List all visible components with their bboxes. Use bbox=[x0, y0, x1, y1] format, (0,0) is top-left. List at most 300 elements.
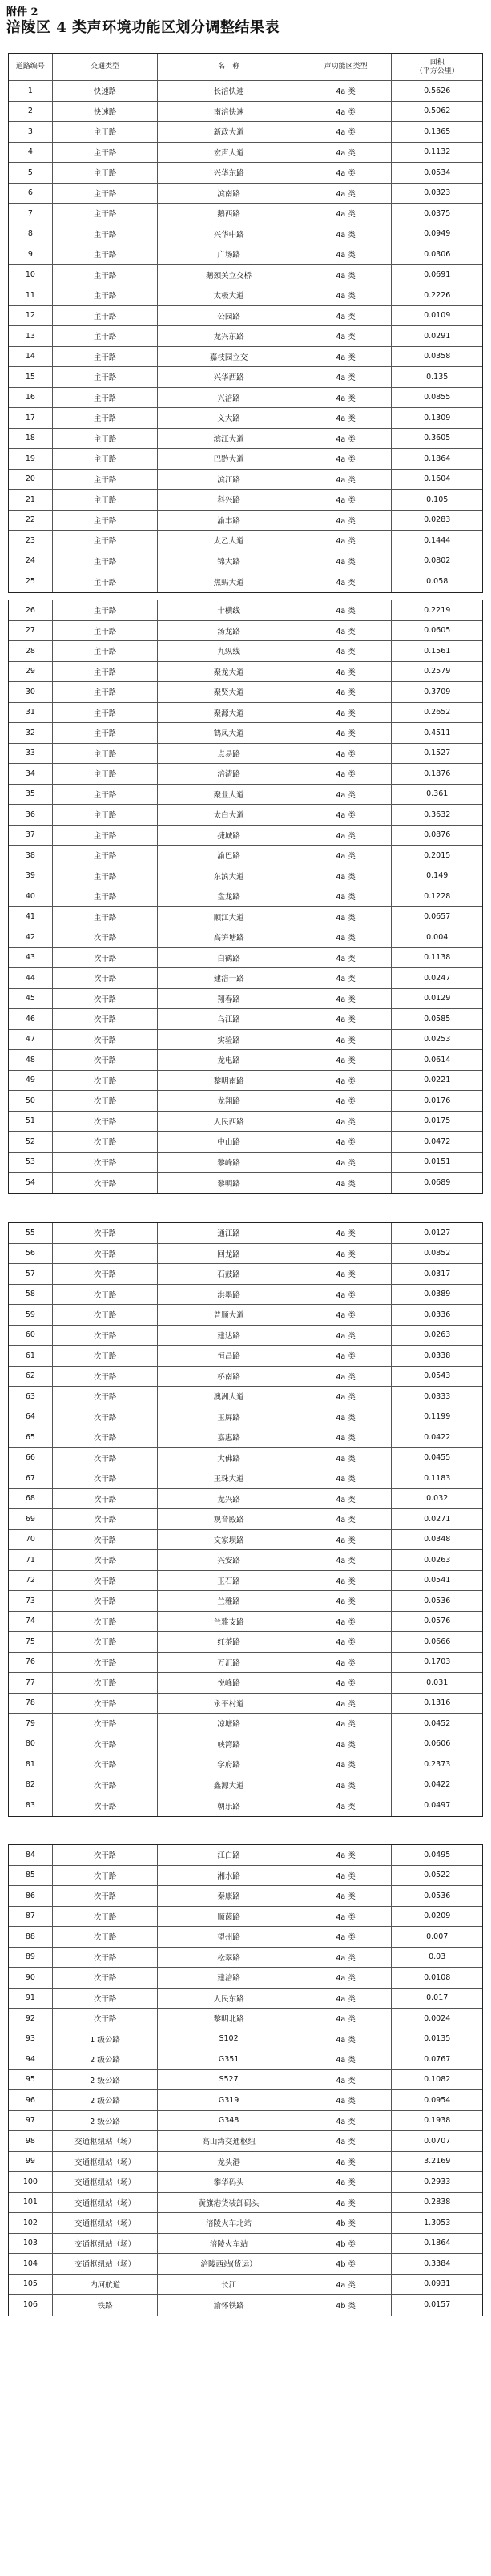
cell-zone-type: 4b 类 bbox=[300, 2295, 392, 2316]
cell-name: G348 bbox=[158, 2111, 300, 2131]
cell-name: G319 bbox=[158, 2090, 300, 2110]
cell-name: 渝巴路 bbox=[158, 846, 300, 866]
cell-road-type: 2 级公路 bbox=[53, 2090, 159, 2110]
cell-road-no: 75 bbox=[9, 1632, 53, 1652]
page-title: 涪陵区 4 类声环境功能区划分调整结果表 bbox=[6, 19, 280, 36]
cell-road-no: 11 bbox=[9, 285, 53, 305]
table-row bbox=[9, 1264, 482, 1285]
cell-zone-type: 4a 类 bbox=[300, 805, 392, 825]
cell-area: 0.0358 bbox=[424, 352, 451, 361]
cell-zone-type: 4a 类 bbox=[300, 2193, 392, 2213]
table-row bbox=[9, 1244, 482, 1265]
table-row bbox=[9, 102, 482, 123]
cell-area: 0.1138 bbox=[424, 953, 451, 963]
cell-name: 大佛路 bbox=[158, 1448, 300, 1468]
table-row bbox=[9, 968, 482, 989]
cell-name: 永平村道 bbox=[158, 1694, 300, 1714]
cell-road-no: 33 bbox=[9, 744, 53, 764]
cell-area: 0.2838 bbox=[424, 2198, 451, 2207]
cell-road-no: 87 bbox=[9, 1907, 53, 1927]
cell-name: 滨江路 bbox=[158, 470, 300, 490]
cell-road-no: 50 bbox=[9, 1091, 53, 1111]
cell-name: 巴黔大道 bbox=[158, 449, 300, 469]
cell-road-no: 10 bbox=[9, 265, 53, 285]
cell-road-no: 17 bbox=[9, 408, 53, 428]
cell-zone-type: 4a 类 bbox=[300, 1968, 392, 1988]
cell-road-no: 92 bbox=[9, 2009, 53, 2029]
cell-road-no: 68 bbox=[9, 1489, 53, 1509]
cell-road-type: 主干路 bbox=[53, 285, 159, 305]
cell-name: 回龙路 bbox=[158, 1244, 300, 1264]
cell-zone-type: 4a 类 bbox=[300, 122, 392, 142]
cell-road-no: 65 bbox=[9, 1427, 53, 1447]
cell-zone-type: 4a 类 bbox=[300, 551, 392, 571]
table-row bbox=[9, 1407, 482, 1428]
table-row bbox=[9, 1326, 482, 1347]
cell-name: 鑫源大道 bbox=[158, 1775, 300, 1795]
cell-name: 黄旗港货装卸码头 bbox=[158, 2193, 300, 2213]
cell-area: 0.1309 bbox=[424, 413, 451, 422]
cell-road-type: 次干路 bbox=[53, 1285, 159, 1305]
table-row bbox=[9, 682, 482, 703]
cell-area: 0.0263 bbox=[424, 1330, 451, 1340]
cell-zone-type: 4a 类 bbox=[300, 470, 392, 490]
cell-area: 0.2652 bbox=[424, 708, 451, 717]
table-row bbox=[9, 143, 482, 164]
cell-road-no: 101 bbox=[9, 2193, 53, 2213]
cell-zone-type: 4a 类 bbox=[300, 846, 392, 866]
appendix-label: 附件 2 bbox=[6, 6, 38, 18]
table-row bbox=[9, 1886, 482, 1907]
cell-area: 0.0108 bbox=[424, 1972, 451, 1982]
cell-name: 太极大道 bbox=[158, 285, 300, 305]
cell-area: 0.0855 bbox=[424, 393, 451, 402]
table-row bbox=[9, 2193, 482, 2214]
table-block-3 bbox=[8, 1222, 483, 1817]
cell-zone-type: 4a 类 bbox=[300, 2131, 392, 2151]
table-row bbox=[9, 2275, 482, 2295]
table-row bbox=[9, 571, 482, 592]
cell-area: 0.1444 bbox=[424, 535, 451, 545]
cell-name: 高山湾交通枢纽 bbox=[158, 2131, 300, 2151]
cell-zone-type: 4a 类 bbox=[300, 449, 392, 469]
cell-zone-type: 4a 类 bbox=[300, 1591, 392, 1611]
table-row bbox=[9, 846, 482, 866]
cell-name: 朝乐路 bbox=[158, 1795, 300, 1816]
table-row bbox=[9, 1346, 482, 1367]
cell-zone-type: 4a 类 bbox=[300, 1153, 392, 1173]
cell-zone-type: 4a 类 bbox=[300, 621, 392, 641]
cell-name: 峡湾路 bbox=[158, 1734, 300, 1754]
cell-name: 盘龙路 bbox=[158, 886, 300, 906]
cell-area: 0.1876 bbox=[424, 769, 451, 778]
cell-zone-type: 4a 类 bbox=[300, 1927, 392, 1947]
cell-road-no: 5 bbox=[9, 163, 53, 183]
cell-road-type: 主干路 bbox=[53, 511, 159, 531]
cell-road-no: 71 bbox=[9, 1550, 53, 1570]
cell-zone-type: 4a 类 bbox=[300, 1489, 392, 1509]
cell-zone-type: 4a 类 bbox=[300, 347, 392, 367]
cell-name: 捷城路 bbox=[158, 826, 300, 846]
cell-area: 0.0767 bbox=[424, 2054, 451, 2064]
table-row bbox=[9, 1632, 482, 1653]
cell-zone-type: 4a 类 bbox=[300, 2111, 392, 2131]
table-row bbox=[9, 1694, 482, 1714]
cell-area: 0.0876 bbox=[424, 830, 451, 840]
cell-area: 0.0338 bbox=[424, 1351, 451, 1360]
cell-zone-type: 4a 类 bbox=[300, 531, 392, 551]
table-row bbox=[9, 989, 482, 1010]
cell-road-no: 89 bbox=[9, 1948, 53, 1968]
cell-name: 聚贤大道 bbox=[158, 682, 300, 702]
cell-name: 长涪快速 bbox=[158, 81, 300, 101]
table-row bbox=[9, 866, 482, 887]
table-row bbox=[9, 764, 482, 785]
cell-name: 石鼓路 bbox=[158, 1264, 300, 1284]
cell-road-no: 95 bbox=[9, 2070, 53, 2090]
cell-area: 3.2169 bbox=[424, 2157, 451, 2166]
cell-zone-type: 4a 类 bbox=[300, 1694, 392, 1714]
table-row bbox=[9, 531, 482, 551]
cell-road-type: 次干路 bbox=[53, 1009, 159, 1029]
cell-zone-type: 4a 类 bbox=[300, 1407, 392, 1427]
cell-area: 0.1604 bbox=[424, 474, 451, 484]
cell-zone-type: 4a 类 bbox=[300, 1285, 392, 1305]
cell-road-no: 59 bbox=[9, 1305, 53, 1325]
cell-road-type: 主干路 bbox=[53, 641, 159, 661]
cell-road-type: 主干路 bbox=[53, 224, 159, 244]
cell-area: 0.0283 bbox=[424, 515, 451, 525]
cell-road-type: 主干路 bbox=[53, 265, 159, 285]
table-row bbox=[9, 1795, 482, 1816]
cell-road-no: 73 bbox=[9, 1591, 53, 1611]
cell-road-type: 次干路 bbox=[53, 1050, 159, 1070]
cell-zone-type: 4a 类 bbox=[300, 826, 392, 846]
table-row bbox=[9, 1989, 482, 2009]
cell-road-no: 99 bbox=[9, 2152, 53, 2172]
cell-road-no: 6 bbox=[9, 184, 53, 204]
cell-zone-type: 4a 类 bbox=[300, 1612, 392, 1632]
cell-zone-type: 4a 类 bbox=[300, 2009, 392, 2029]
cell-area: 0.0263 bbox=[424, 1555, 451, 1565]
cell-zone-type: 4b 类 bbox=[300, 2254, 392, 2274]
cell-zone-type: 4a 类 bbox=[300, 744, 392, 764]
cell-area: 0.0129 bbox=[424, 994, 451, 1003]
table-block-4 bbox=[8, 1844, 483, 2316]
cell-road-no: 83 bbox=[9, 1795, 53, 1816]
cell-area: 0.058 bbox=[426, 577, 449, 587]
cell-road-no: 46 bbox=[9, 1009, 53, 1029]
cell-zone-type: 4a 类 bbox=[300, 1346, 392, 1366]
cell-road-type: 次干路 bbox=[53, 1173, 159, 1193]
cell-road-type: 次干路 bbox=[53, 1775, 159, 1795]
cell-road-no: 52 bbox=[9, 1132, 53, 1152]
table-row bbox=[9, 1387, 482, 1407]
cell-area: 0.0666 bbox=[424, 1637, 451, 1646]
cell-road-type: 主干路 bbox=[53, 470, 159, 490]
cell-name: 太白大道 bbox=[158, 805, 300, 825]
cell-area: 0.361 bbox=[426, 789, 449, 799]
header-area-line2: （平方公里） bbox=[415, 67, 459, 75]
cell-road-type: 内河航道 bbox=[53, 2275, 159, 2295]
cell-area: 0.0585 bbox=[424, 1014, 451, 1024]
cell-road-no: 100 bbox=[9, 2172, 53, 2192]
table-row bbox=[9, 122, 482, 143]
cell-name: 涪陵西站(货运） bbox=[158, 2254, 300, 2274]
header-name: 名 称 bbox=[158, 54, 300, 80]
table-row bbox=[9, 1173, 482, 1193]
cell-road-type: 次干路 bbox=[53, 1550, 159, 1570]
cell-road-type: 主干路 bbox=[53, 184, 159, 204]
cell-name: 秦康路 bbox=[158, 1886, 300, 1906]
cell-area: 0.149 bbox=[426, 871, 449, 881]
cell-name: 玉石路 bbox=[158, 1571, 300, 1591]
table-row bbox=[9, 1132, 482, 1153]
table-row bbox=[9, 1948, 482, 1968]
cell-road-no: 56 bbox=[9, 1244, 53, 1264]
table-row bbox=[9, 1153, 482, 1173]
table-row bbox=[9, 408, 482, 429]
table-row bbox=[9, 1734, 482, 1755]
cell-road-no: 43 bbox=[9, 948, 53, 968]
cell-road-no: 29 bbox=[9, 662, 53, 682]
cell-road-no: 61 bbox=[9, 1346, 53, 1366]
cell-road-no: 25 bbox=[9, 571, 53, 592]
cell-road-type: 次干路 bbox=[53, 1866, 159, 1886]
table-row bbox=[9, 641, 482, 662]
cell-road-type: 铁路 bbox=[53, 2295, 159, 2316]
cell-name: 兰雅支路 bbox=[158, 1612, 300, 1632]
cell-area: 0.0157 bbox=[424, 2300, 451, 2310]
cell-zone-type: 4a 类 bbox=[300, 1775, 392, 1795]
cell-road-type: 主干路 bbox=[53, 326, 159, 346]
cell-road-no: 30 bbox=[9, 682, 53, 702]
cell-zone-type: 4a 类 bbox=[300, 2275, 392, 2295]
cell-road-no: 58 bbox=[9, 1285, 53, 1305]
cell-name: 攀华码头 bbox=[158, 2172, 300, 2192]
cell-name: 义大路 bbox=[158, 408, 300, 428]
cell-road-no: 41 bbox=[9, 907, 53, 927]
cell-road-no: 98 bbox=[9, 2131, 53, 2151]
cell-road-type: 快速路 bbox=[53, 102, 159, 122]
table-row bbox=[9, 306, 482, 327]
cell-zone-type: 4a 类 bbox=[300, 81, 392, 101]
cell-zone-type: 4a 类 bbox=[300, 1326, 392, 1346]
cell-road-type: 次干路 bbox=[53, 1448, 159, 1468]
cell-road-type: 主干路 bbox=[53, 388, 159, 408]
cell-name: 实验路 bbox=[158, 1030, 300, 1050]
cell-road-no: 42 bbox=[9, 927, 53, 947]
header-area bbox=[392, 54, 482, 80]
cell-area: 0.0375 bbox=[424, 208, 451, 218]
cell-road-type: 次干路 bbox=[53, 1653, 159, 1673]
cell-road-type: 主干路 bbox=[53, 571, 159, 592]
cell-area: 0.105 bbox=[426, 495, 449, 504]
cell-road-no: 70 bbox=[9, 1530, 53, 1550]
table-row bbox=[9, 265, 482, 286]
cell-road-type: 次干路 bbox=[53, 1244, 159, 1264]
cell-road-type: 主干路 bbox=[53, 805, 159, 825]
cell-road-no: 9 bbox=[9, 244, 53, 264]
cell-name: 广场路 bbox=[158, 244, 300, 264]
cell-zone-type: 4a 类 bbox=[300, 244, 392, 264]
cell-road-type: 次干路 bbox=[53, 927, 159, 947]
cell-road-no: 22 bbox=[9, 511, 53, 531]
cell-area: 0.2579 bbox=[424, 667, 451, 676]
cell-zone-type: 4a 类 bbox=[300, 1866, 392, 1886]
cell-name: 兴华西路 bbox=[158, 367, 300, 387]
table-row bbox=[9, 2254, 482, 2275]
table-row bbox=[9, 285, 482, 306]
cell-area: 0.1183 bbox=[424, 1473, 451, 1483]
cell-road-type: 主干路 bbox=[53, 621, 159, 641]
table-row bbox=[9, 1071, 482, 1092]
cell-zone-type: 4a 类 bbox=[300, 866, 392, 886]
cell-area: 0.0175 bbox=[424, 1116, 451, 1126]
table-row bbox=[9, 551, 482, 572]
cell-name: 文家坝路 bbox=[158, 1530, 300, 1550]
cell-name: 澳洲大道 bbox=[158, 1387, 300, 1407]
cell-road-type: 主干路 bbox=[53, 866, 159, 886]
table-row bbox=[9, 1653, 482, 1674]
table-row bbox=[9, 1845, 482, 1866]
cell-name: 鹅颈关立交桥 bbox=[158, 265, 300, 285]
cell-road-type: 次干路 bbox=[53, 1223, 159, 1243]
cell-zone-type: 4a 类 bbox=[300, 2152, 392, 2172]
cell-road-no: 91 bbox=[9, 1989, 53, 2009]
table-row bbox=[9, 2029, 482, 2050]
cell-area: 0.0422 bbox=[424, 1432, 451, 1442]
cell-road-no: 16 bbox=[9, 388, 53, 408]
cell-zone-type: 4a 类 bbox=[300, 429, 392, 449]
cell-name: 顺江大道 bbox=[158, 907, 300, 927]
cell-road-no: 79 bbox=[9, 1714, 53, 1734]
cell-area: 0.1365 bbox=[424, 127, 451, 136]
cell-area: 0.0541 bbox=[424, 1576, 451, 1585]
cell-name: 聚源大道 bbox=[158, 703, 300, 723]
cell-area: 0.0802 bbox=[424, 556, 451, 566]
cell-zone-type: 4a 类 bbox=[300, 2070, 392, 2090]
cell-zone-type: 4a 类 bbox=[300, 1009, 392, 1029]
cell-road-no: 47 bbox=[9, 1030, 53, 1050]
cell-zone-type: 4a 类 bbox=[300, 285, 392, 305]
cell-zone-type: 4a 类 bbox=[300, 1264, 392, 1284]
cell-name: 渝丰路 bbox=[158, 511, 300, 531]
cell-road-type: 主干路 bbox=[53, 429, 159, 449]
cell-road-no: 39 bbox=[9, 866, 53, 886]
cell-road-no: 7 bbox=[9, 204, 53, 224]
cell-name: 龙头港 bbox=[158, 2152, 300, 2172]
table-row bbox=[9, 826, 482, 846]
cell-road-no: 37 bbox=[9, 826, 53, 846]
cell-area: 0.1527 bbox=[424, 749, 451, 758]
cell-road-type: 主干路 bbox=[53, 682, 159, 702]
cell-name: 涪陵火车站 bbox=[158, 2234, 300, 2254]
cell-zone-type: 4a 类 bbox=[300, 1734, 392, 1754]
cell-road-type: 主干路 bbox=[53, 907, 159, 927]
header-zone-type: 声功能区类型 bbox=[300, 54, 392, 80]
cell-area: 0.4511 bbox=[424, 728, 451, 737]
cell-zone-type: 4a 类 bbox=[300, 723, 392, 743]
cell-name: 黎明北路 bbox=[158, 2009, 300, 2029]
cell-road-no: 67 bbox=[9, 1468, 53, 1488]
cell-road-type: 主干路 bbox=[53, 886, 159, 906]
cell-road-no: 3 bbox=[9, 122, 53, 142]
table-row bbox=[9, 948, 482, 969]
cell-zone-type: 4a 类 bbox=[300, 184, 392, 204]
cell-name: S527 bbox=[158, 2070, 300, 2090]
cell-name: 玉珠大道 bbox=[158, 1468, 300, 1488]
cell-zone-type: 4b 类 bbox=[300, 2234, 392, 2254]
cell-name: 兴安路 bbox=[158, 1550, 300, 1570]
cell-road-type: 2 级公路 bbox=[53, 2111, 159, 2131]
table-row bbox=[9, 1968, 482, 1989]
cell-name: 黎明路 bbox=[158, 1173, 300, 1193]
cell-road-no: 21 bbox=[9, 490, 53, 510]
cell-zone-type: 4a 类 bbox=[300, 2090, 392, 2110]
cell-zone-type: 4a 类 bbox=[300, 1795, 392, 1816]
cell-zone-type: 4a 类 bbox=[300, 948, 392, 968]
cell-zone-type: 4a 类 bbox=[300, 2172, 392, 2192]
cell-road-type: 主干路 bbox=[53, 551, 159, 571]
cell-name: 公园路 bbox=[158, 306, 300, 326]
cell-road-no: 8 bbox=[9, 224, 53, 244]
cell-area: 0.0323 bbox=[424, 188, 451, 198]
table-row bbox=[9, 470, 482, 491]
cell-area: 0.1703 bbox=[424, 1657, 451, 1667]
cell-zone-type: 4a 类 bbox=[300, 1632, 392, 1652]
cell-road-no: 96 bbox=[9, 2090, 53, 2110]
table-row bbox=[9, 2049, 482, 2070]
table-row bbox=[9, 2009, 482, 2029]
cell-zone-type: 4a 类 bbox=[300, 1907, 392, 1927]
cell-zone-type: 4a 类 bbox=[300, 927, 392, 947]
cell-name: 恒昌路 bbox=[158, 1346, 300, 1366]
table-row bbox=[9, 2090, 482, 2111]
cell-name: 洪墨路 bbox=[158, 1285, 300, 1305]
cell-road-no: 38 bbox=[9, 846, 53, 866]
cell-area: 0.1864 bbox=[424, 2239, 451, 2248]
cell-zone-type: 4a 类 bbox=[300, 1132, 392, 1152]
cell-road-no: 72 bbox=[9, 1571, 53, 1591]
cell-road-no: 102 bbox=[9, 2213, 53, 2233]
cell-road-type: 次干路 bbox=[53, 1530, 159, 1550]
cell-name: 普顺大道 bbox=[158, 1305, 300, 1325]
cell-zone-type: 4a 类 bbox=[300, 641, 392, 661]
cell-road-type: 主干路 bbox=[53, 826, 159, 846]
table-block-1 bbox=[8, 53, 483, 593]
cell-road-no: 76 bbox=[9, 1653, 53, 1673]
cell-name: 锦大路 bbox=[158, 551, 300, 571]
cell-area: 0.0024 bbox=[424, 2013, 451, 2023]
cell-road-type: 次干路 bbox=[53, 1153, 159, 1173]
cell-area: 0.3632 bbox=[424, 810, 451, 819]
cell-name: 桥南路 bbox=[158, 1367, 300, 1387]
cell-zone-type: 4a 类 bbox=[300, 1244, 392, 1264]
cell-name: 聚业大道 bbox=[158, 785, 300, 805]
cell-road-no: 24 bbox=[9, 551, 53, 571]
table-row bbox=[9, 1009, 482, 1030]
cell-area: 0.0271 bbox=[424, 1514, 451, 1524]
table-row bbox=[9, 1030, 482, 1051]
cell-road-type: 次干路 bbox=[53, 1694, 159, 1714]
cell-road-no: 69 bbox=[9, 1509, 53, 1529]
cell-zone-type: 4a 类 bbox=[300, 1571, 392, 1591]
cell-road-no: 40 bbox=[9, 886, 53, 906]
table-row bbox=[9, 1489, 482, 1510]
cell-road-type: 主干路 bbox=[53, 367, 159, 387]
cell-road-no: 64 bbox=[9, 1407, 53, 1427]
